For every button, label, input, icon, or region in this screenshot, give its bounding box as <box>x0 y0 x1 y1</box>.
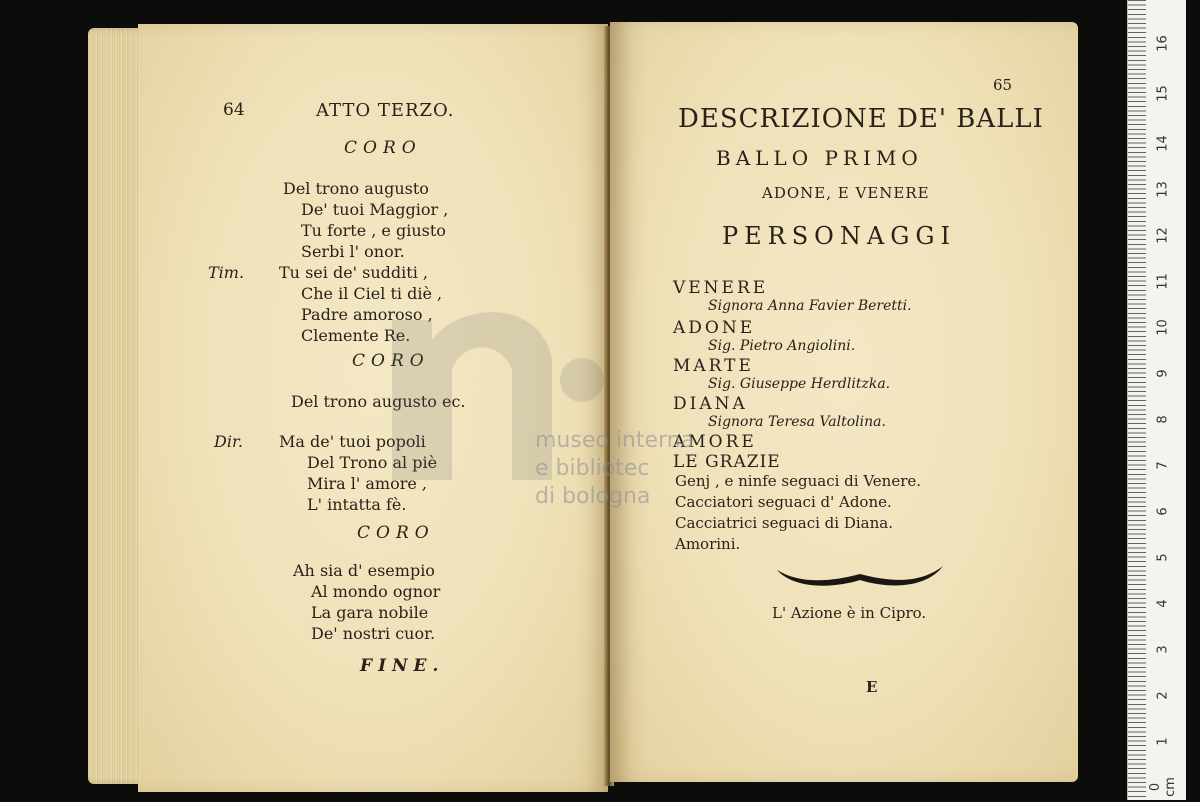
group-line: Cacciatrici seguaci di Diana. <box>675 514 893 532</box>
cast-role: VENERE <box>673 278 769 298</box>
verse-line: Ma de' tuoi popoli <box>279 432 426 451</box>
ruler-label: 3 <box>1155 645 1171 654</box>
ruler-label: 9 <box>1155 369 1171 378</box>
ruler-label: 2 <box>1155 691 1171 700</box>
ruler-label: 7 <box>1155 461 1171 470</box>
verse-line: Del Trono al piè <box>307 453 438 472</box>
coro-heading: CORO <box>352 351 430 371</box>
running-head: ATTO TERZO. <box>316 100 455 121</box>
ruler-label: 6 <box>1155 507 1171 516</box>
verse-line: Padre amoroso , <box>301 305 433 324</box>
ruler-label: 13 <box>1155 181 1171 198</box>
ornament-divider <box>775 560 945 590</box>
verse-line: Tu forte , e giusto <box>301 221 446 240</box>
extra-role: AMORE <box>673 432 757 452</box>
right-page <box>610 22 1078 782</box>
ruler-label: 4 <box>1155 599 1171 608</box>
ruler-label: 14 <box>1155 135 1171 152</box>
ballet-subtitle: BALLO PRIMO <box>716 146 923 170</box>
group-line: Genj , e ninfe seguaci di Venere. <box>675 472 922 490</box>
group-line: Amorini. <box>675 535 741 553</box>
ruler-label: 11 <box>1155 273 1171 290</box>
signature-mark: E <box>866 678 878 696</box>
watermark-text: e bibliotec <box>535 456 650 481</box>
ruler-label: 15 <box>1155 85 1171 102</box>
watermark-text: di bologna <box>535 484 651 509</box>
cast-performer: Sig. Pietro Angiolini. <box>708 338 856 354</box>
cast-role: DIANA <box>673 394 748 414</box>
verse-line: Clemente Re. <box>301 326 411 345</box>
speaker-tim: Tim. <box>208 263 245 282</box>
ruler-label: 1 <box>1155 737 1171 746</box>
coro-heading: CORO <box>344 138 422 158</box>
cast-role: MARTE <box>673 356 754 376</box>
cast-performer: Sig. Giuseppe Herdlitzka. <box>708 376 891 392</box>
ruler-ticks <box>1128 0 1146 800</box>
extra-role: LE GRAZIE <box>673 452 781 472</box>
verse-line: De' tuoi Maggior , <box>301 200 449 219</box>
page-title: DESCRIZIONE DE' BALLI <box>678 104 1044 134</box>
verse-line: De' nostri cuor. <box>311 624 436 643</box>
left-page-number: 64 <box>223 100 245 120</box>
measurement-ruler <box>1127 0 1186 800</box>
right-page-number: 65 <box>993 76 1013 94</box>
verse-line: Al mondo ognor <box>311 582 441 601</box>
verse-line: Tu sei de' sudditi , <box>279 263 428 282</box>
watermark-text: museo interna <box>535 428 695 453</box>
fine-mark: FINE. <box>360 656 445 676</box>
verse-line: Mira l' amore , <box>307 474 428 493</box>
cast-performer: Signora Anna Favier Beretti. <box>708 298 912 314</box>
ruler-label: 0 cm <box>1148 777 1178 797</box>
personaggi-heading: PERSONAGGI <box>722 222 957 250</box>
verse-line: La gara nobile <box>311 603 429 622</box>
group-line: Cacciatori seguaci d' Adone. <box>675 493 892 511</box>
ruler-label: 10 <box>1155 319 1171 336</box>
ballet-name: ADONE, E VENERE <box>762 184 930 202</box>
verse-line: Del trono augusto <box>283 179 429 198</box>
verse-line: L' intatta fè. <box>307 495 407 514</box>
setting-line: L' Azione è in Cipro. <box>772 604 927 622</box>
ruler-label: 16 <box>1155 35 1171 52</box>
verse-line: Che il Ciel ti diè , <box>301 284 443 303</box>
verse-line: Serbi l' onor. <box>301 242 405 261</box>
ruler-label: 8 <box>1155 415 1171 424</box>
ruler-label: 12 <box>1155 227 1171 244</box>
coro-heading: CORO <box>357 523 435 543</box>
verse-line: Del trono augusto ec. <box>291 392 466 411</box>
cast-performer: Signora Teresa Valtolina. <box>708 414 886 430</box>
ruler-label: 5 <box>1155 553 1171 562</box>
cast-role: ADONE <box>673 318 756 338</box>
verse-line: Ah sia d' esempio <box>293 561 435 580</box>
speaker-dir: Dir. <box>214 432 243 451</box>
